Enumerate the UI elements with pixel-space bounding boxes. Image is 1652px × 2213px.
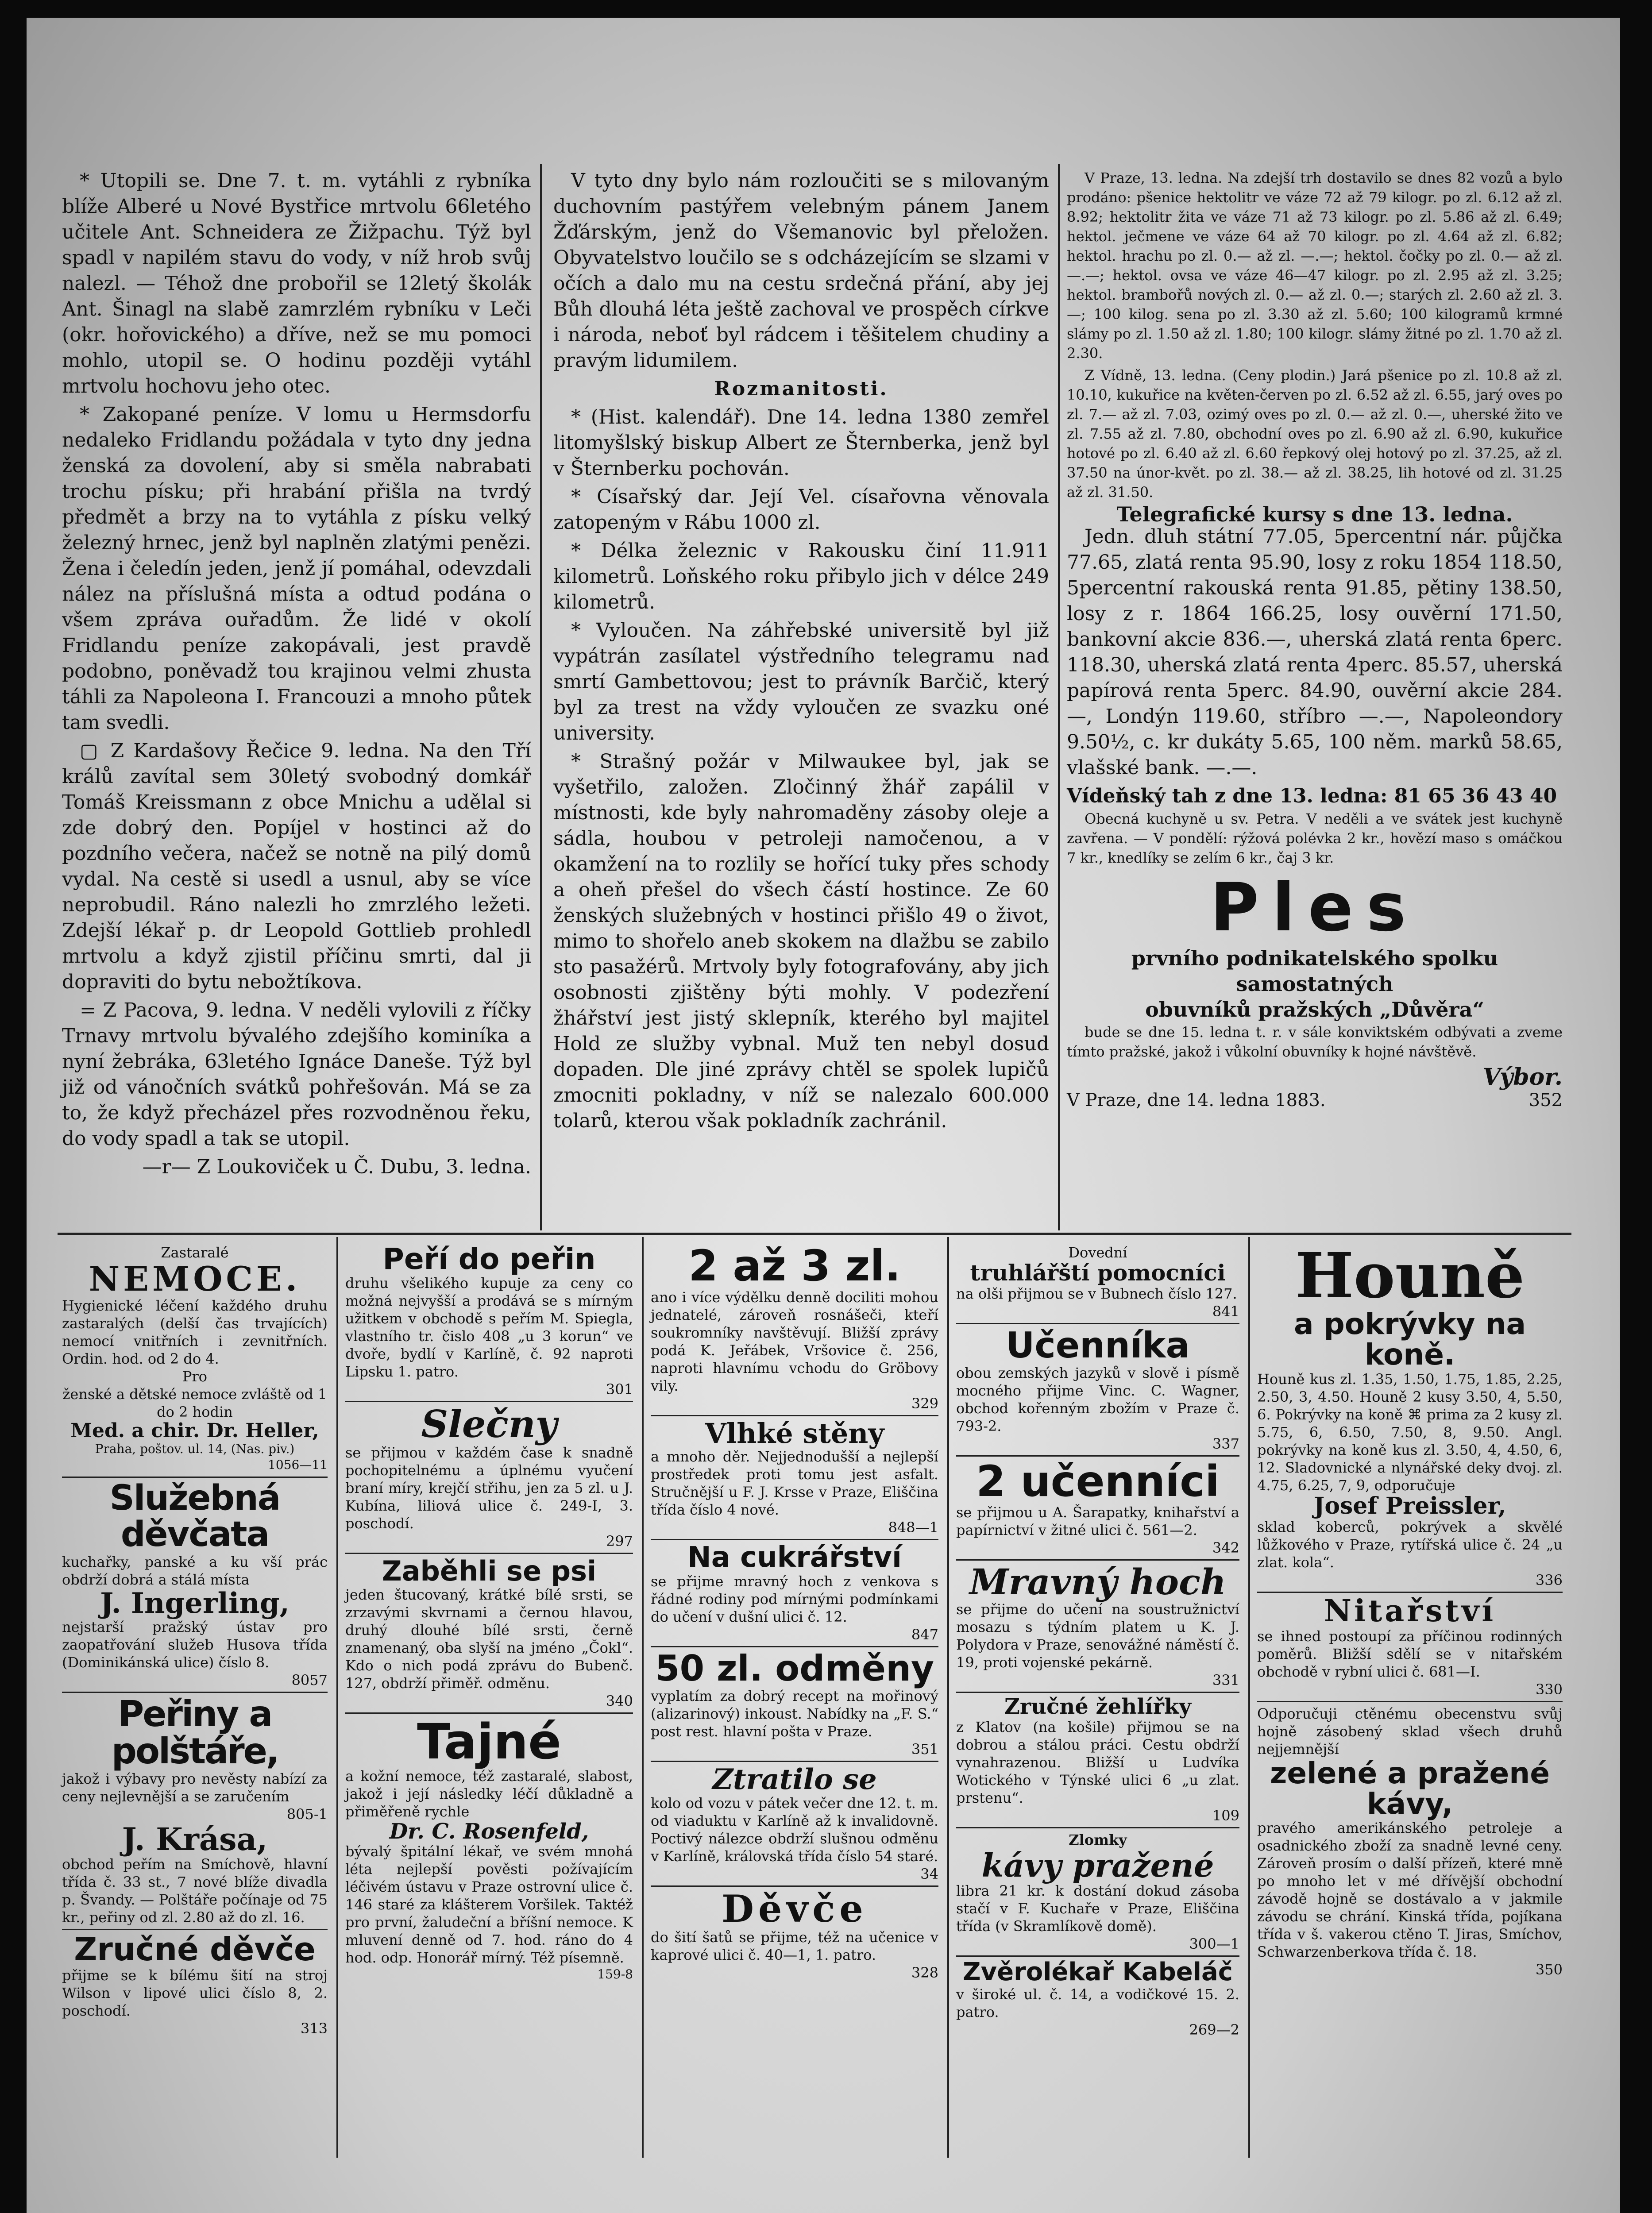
ball-subtitle-2: obuvníků pražských „Důvěra“ bbox=[1145, 998, 1484, 1022]
ball-text: bude se dne 15. ledna t. r. v sále konviktském odbývati a zveme tímto pražské, jakož i vůkolní obuvníky k hojné návštěvě. bbox=[1067, 1024, 1563, 1060]
ads-column-5 bbox=[1257, 1240, 1563, 1981]
ad-kavy-prazene: Zlomky kávy pražené libra 21 kr. k dostání dokud zásoba stačí v F. Kuchaře v Praze, Eliščina třída (v Skramlíkově domě). 300—1 bbox=[956, 1828, 1239, 1957]
article-zdarsky: V tyto dny bylo nám rozloučiti se s milovaným duchovním pastýřem velebným pánem Janem Žďárským, jenž do Všemanovic byl přeložen. Obyvatelstvo loučilo se s odcházejícím se slzami v očích a dalo mu na cestu srdečná přání, aby jej Bůh dlouhá léta ještě zachoval ve prospěch církve i národa, neboť byl rádcem i těšitelem chudiny a pravým lidumilem. bbox=[553, 170, 1049, 372]
ad-divider-3 bbox=[947, 1237, 949, 2158]
ad-nemoce: Zastaralé NEMOCE. Hygienické léčení každého druhu zastaralých (delší čas trvajících) nemocí vnitřních i zevnitřních. Ordin. hod. od 2 do 4. Pro ženské a dětské nemoce zvláště od 1 do 2 hodin Med. a chir. Dr. Heller, Praha, poštov. ul. 14, (Nas. piv.) 1056—11 bbox=[62, 1244, 328, 1478]
ad-na-cukrarstvi: Na cukrářství se přijme mravný hoch z venkova s řádné rodiny pod mírnými podmínkami do učení v dušní ulici č. 12. 847 bbox=[651, 1540, 938, 1647]
ad-zverolekar: Zvěrolékař Kabeláč v široké ul. č. 14, a vodičkové 15. 2. patro. 269—2 bbox=[956, 1958, 1239, 2039]
ad-periny: Peřiny a polštáře, jakož i výbavy pro nevěsty nabízí za ceny nejlevnější a se zaručením 805-1 J. Krása, obchod peřím na Smíchově, hlavní třída č. 33 st., 7 nové blíže divadla p. Švandy. — Polštáře počínaje od 75 kr., peřiny od zl. 2.80 až do zl. 16. bbox=[62, 1693, 328, 1931]
market-praha: V Praze, 13. ledna. Na zdejší trh dostavilo se dnes 82 vozů a bylo prodáno: pšenice hektolitr ve váze 72 až 79 kilogr. po zl. 6.12 až zl. 8.92; hektolitr žita ve váze 71 až 73 kilogr. po zl. 5.86 až zl. 6.49; hektol. ječmene ve váze 64 až 70 kilogr. po zl. 4.64 až zl. 6.82; hektol. hrachu po zl. 0.— až zl. —.—; hektol. čočky po zl. 0.— až zl. —.—; hektol. ovsa ve váze 46—47 kilogr. po zl. 2.95 až zl. 3.25; hektol. brambořů nových zl. 0.— až zl. 0.—; starých zl. 2.60 až zl. 3.—; 100 kilog. sena po zl. 3.30 až zl. 5.60; 100 kilogramů krmné slámy po zl. 1.50 až zl. 1.80; 100 kilogr. slámy žitné po zl. 1.70 až zl. 2.30. bbox=[1067, 170, 1563, 362]
article-vyloucen: * Vyloučen. Na záhřebské universitě byl již vypátrán zasílatel výstředního telegramu nad smrtí Gambettovou; jest to právník Barčič, který byl za trest na vždy vyloučen ze svazku oné university. bbox=[553, 619, 1049, 744]
lottery-draw: Vídeňský tah z dne 13. ledna: 81 65 36 43 40 bbox=[1067, 785, 1557, 807]
ball-number: 352 bbox=[1528, 1090, 1563, 1110]
column-2 bbox=[553, 168, 1049, 1137]
telegraph-rates: Jedn. dluh státní 77.05, 5percentní nár. půjčka 77.65, zlatá renta 95.90, losy z roku 1854 118.50, 5percentní rakouská renta 91.85, pětiny 138.50, losy z r. 1864 166.25, losy ouvěrní 171.50, bankovní akcie 836.—, uherská zlatá renta 6perc. 118.30, uherská zlatá renta 4perc. 85.57, uherská papírová renta 5perc. 84.90, ouvěrní akcie 284.—, Londýn 119.60, stříbro —.—, Napoleondory 9.50½, c. kr dukáty 5.65, 100 něm. marků 58.65, vlašské bank. —.—. bbox=[1067, 525, 1563, 779]
ads-column-1 bbox=[62, 1244, 328, 2040]
article-hist-kalendar: * (Hist. kalendář). Dne 14. ledna 1380 zemřel litomyšlský biskup Albert ze Šternberka, jenž byl v Šternberku pochován. bbox=[553, 406, 1049, 480]
ad-peri-do-perin: Peří do peřin druhu všelikého kupuje za ceny co možná nejvyšší a prodává se s mírným užitkem v obchodě s peřím M. Spiegla, vlastního tr. čislo 408 „u 3 korun“ ve dvoře, bydlí v Karlíně, č. 92 naproti Lipsku 1. patro. 301 bbox=[345, 1244, 633, 1402]
ad-2-az-3-zl: 2 až 3 zl. ano i více výdělku denně dociliti mohou jednatelé, zároveň rosnášeči, kteří soukromníky navštěvují. Bližší zprávy podá K. Jeřábek, Vršovice č. 256, naproti hlavnímu vchodu do Gröbovy vily. 329 bbox=[651, 1244, 938, 1416]
ads-column-4 bbox=[956, 1244, 1239, 2041]
ad-divider-2 bbox=[642, 1237, 644, 2158]
public-kitchen: Obecná kuchyně u sv. Petra. V neděli a ve svátek jest kuchyně zavřena. — V pondělí: rýžová polévka 2 kr., hovězí maso s omáčkou 7 kr., knedlíky se zelím 6 kr., čaj 3 kr. bbox=[1067, 810, 1563, 866]
ad-divider-4 bbox=[1248, 1237, 1250, 2158]
ad-truhlarsti-pomocnici: Dovední truhlářští pomocníci na olši přijmou se v Bubnech číslo 127. 841 bbox=[956, 1244, 1239, 1324]
ad-ucennika: Učenníka obou zemských jazyků v slově i písmě mocného přijme Vinc. C. Wagner, obchod kořenným zbožím v Praze č. 793-2. 337 bbox=[956, 1324, 1239, 1457]
article-utopili: * Utopili se. Dne 7. t. m. vytáhli z rybníka blíže Alberé u Nové Bystřice mrtvolu 66letého učitele Ant. Schneidera ze Žižpachu. Týž byl spadl v napilém stavu do vody, v níž hrob svůj nalezl. — Téhož dne probořil se 12letý školák Ant. Šinagl na slabě zamrzlém rybníku v Leči (okr. hořovického) a dříve, než se mu pomoci mohlo, utopil se. O hodinu později vytáhl mrtvolu hochovu jeho otec. bbox=[62, 170, 531, 397]
ad-zelene-kavy: Odporučuji ctěnému obecenstvu svůj hojně zásobený sklad všech druhů nejjemnější zelené a pražené kávy, pravého amerikánského petroleje a osadnického zboží za snadně levné ceny. Zároveň prosím o další přízeň, které mně po mnoho let v mé dřívější obchodní závodě hojně se dostávalo a v jakmile závodu se chrání. Kinská třída, pojíkana třída v š. vakerou ctěno T. Jiras, Smíchov, Schwarzenberkova třída č. 18. 350 bbox=[1257, 1705, 1563, 1978]
ad-zabehli-psi: Zaběhli se psi jeden štucovaný, krátké bílé srsti, se zrzavými skvrnami a černou hlavou, druhý dlouhé bílé srsti, černě znamenaný, oba slyší na jméno „Čokl“. Kdo o nich podá zprávu do Bubenč. 127, obdrží přiměř. odměnu. 340 bbox=[345, 1554, 633, 1713]
section-heading-rozmanitosti: Rozmanitosti. bbox=[714, 378, 888, 400]
ad-devce: Děvče do šití šatů se přijme, též na učenice v kaprové ulici č. 40—1, 1. patro. 328 bbox=[651, 1887, 938, 1982]
column-3 bbox=[1067, 168, 1563, 1110]
article-pozar-milwaukee: * Strašný požár v Milwaukee byl, jak se vyšetřilo, založen. Zločinný žhář zapálil v místnosti, kde byly nahromaděny zásoby oleje a sádla, houbou v petroleji namočenou, a v okamžení na to rozlily se hořící tuky přes schody a oheň přešel do všech částí hostince. Ze 60 ženských služebných v hostinci přišlo 49 o život, mimo to shořelo aneb skokem na dlažbu se zabilo sto pasažérů. Mrtvoly byly fotografovány, aby jich osobnosti zjištěny býti mohly. V podezření žhářství jest jistý sklepník, kterého byl majitel Hold ze služby vybnal. Muž ten nebyl dosud dopaden. Dle jiné zprávy chtěl se spolek lupičů zmocniti pokladny, v níž se nalezalo 600.000 tolarů, kterou však pokladník zachránil. bbox=[553, 750, 1049, 1132]
ad-houne: Houně a pokrývky na koně. Houně kus zl. 1.35, 1.50, 1.75, 1.85, 2.25, 2.50, 3, 4.50. Houně 2 kusy 3.50, 4, 5.50, 6. Pokrývky na koně ⌘ prima za 2 kusy zl. 5.75, 6, 6.50, 7.50, 8, 9.50. Angl. pokrývky na koně kus zl. 3.50, 4, 4.50, 6, 12. Sladovnické a nlynářské deky dvoj. zl. 4.75, 6.25, 7, 9, odporučuje Josef Preissler, sklad koberců, pokrývek a skvělé lůžkového v Praze, rytířská ulice č. 24 „u zlat. kola“. 336 bbox=[1257, 1244, 1563, 1593]
ad-zrucne-zehlirky: Zručné žehlířky z Klatov (na košile) přijmou se na dobrou a stálou práci. Cestu obdrží vynahrazenou. Bližší u Ludvíka Wotického v Týnské ulici 6 „u zlat. prstenu“. 109 bbox=[956, 1693, 1239, 1828]
ad-sluzebna-devcata: Služebná děvčata kuchařky, panské a ku vší prác obdrží dobrá a stálá místa J. Ingerling, nejstarší pražský ústav pro zaopatřování služeb Husova třída (Dominikánská ulice) číslo 8. 8057 bbox=[62, 1478, 328, 1693]
ads-separator bbox=[58, 1233, 1571, 1235]
ad-ztratilo-se: Ztratilo se kolo od vozu v pátek večer dne 12. t. m. od viaduktu v Karlíně až k invalidovně. Poctivý nálezce obdrží slušnou odměnu v Karlíně, královská třída číslo 54 staré. 34 bbox=[651, 1762, 938, 1887]
ad-tajne: Tajné a kožní nemoce, též zastaralé, slabost, jakož i její následky léčí důkladně a přiměřeně rychle Dr. C. Rosenfeld, bývalý špitální lékař, ve svém mnohá léta nejlepší pověsti požívajícím léčivém ústavu v Praze ostrovní ulice č. 146 staré za klášterem Voršilek. Taktéž pro první, žaludeční a bříšní nemoce. K mluvení denně od 7. hod. ráno do 4 hod. odp. Honorář mírný. Též písemně. 159-8 bbox=[345, 1713, 633, 1982]
telegraph-heading: Telegrafické kursy s dne 13. ledna. bbox=[1116, 502, 1513, 526]
column-divider-1 bbox=[540, 164, 542, 1230]
article-delka-zeleznic: * Délka železnic v Rakousku činí 11.911 kilometrů. Loňského roku přibylo jich v délce 249 kilometrů. bbox=[553, 540, 1049, 613]
ball-committee: Výbor. bbox=[1482, 1064, 1563, 1091]
ad-divider-1 bbox=[336, 1237, 338, 2158]
newspaper-page bbox=[27, 18, 1620, 2213]
market-viden: Z Vídně, 13. ledna. (Ceny plodin.) Jará pšenice po zl. 10.8 až zl. 10.10, kukuřice na květen-červen po zl. 6.52 až zl. 6.55, jarý oves po zl. 7.— až zl. 7.03, ozimý oves po zl. 0.— až zl. 0.—, uherské žito ve zl. 7.55 až zl. 7.80, obchodní oves po zl. 6.90 až zl. 6.90, kukuřice hotové po zl. 6.40 až zl. 6.60 řepkový olej hotový po zl. 37.25, až zl. 37.50 na únor-květ. po zl. 38.— až zl. 38.25, lih hotové od zl. 31.25 až zl. 31.50. bbox=[1067, 367, 1563, 501]
ball-title: Ples bbox=[1210, 869, 1420, 946]
ad-mravny-hoch: Mravný hoch se přijme do učení na soustružnictví mosazu s týdním platem u K. J. Polydora v Praze, senovážné náměstí č. 19, proti vojenské pekárně. 331 bbox=[956, 1561, 1239, 1693]
article-zakopane-penize: * Zakopané peníze. V lomu u Hermsdorfu nedaleko Fridlandu požádala v tyto dny jedna ženská za dovolení, aby si směla nabrabati trochu písku; při hrabání přišla na tvrdý předmět a brzy na to vytáhla z písku velký železný hrnec, jenž byl naplněn zlatými penězi. Žena i čeledín jeden, jenž jí pomáhal, odevzdali nález na příslušná místa a odtud podána o všem zpráva ouřadům. Že lidé v okolí Fridlandu peníze zakopávali, jest pravdě podobno, poněvadž tou krajinou velmi zhusta táhli za Napoleona I. Francouzi a mnoho půtek tam svedli. bbox=[62, 403, 531, 734]
ads-column-2 bbox=[345, 1244, 633, 1985]
ad-zrucne-devce: Zručné děvče přijme se k bílému šití na stroj Wilson v lipové ulici číslo 8, 2. poschodí. 313 bbox=[62, 1931, 328, 2037]
ads-column-3 bbox=[651, 1241, 938, 1984]
article-pacov: = Z Pacova, 9. ledna. V neděli vylovili z říčky Trnavy mrtvolu bývalého zdejšího kominíka a nyní žebráka, 63letého Ignáce Daneše. Týž byl již od vánočních svátků pohřešován. Má se za to, že když přecházel přes rozvodněnou řeku, do vody spadl a tak se utopil. bbox=[62, 999, 531, 1150]
ad-slecny: Slečny se přijmou v každém čase k snadně pochopitelnému a úplnému vyučení braní míry, krejčí střihu, jen za 5 zl. u J. Kubína, liliová ulice č. 249-I, 3. poschodí. 297 bbox=[345, 1402, 633, 1554]
article-kardasova-recice: ▢ Z Kardašovy Řečice 9. ledna. Na den Tří králů zavítal sem 30letý svobodný domkář Tomáš Kreissmann z obce Mnichu a udělal si zde dobrý den. Popíjel v hostinci až do pozdního večera, načež se notně na pilý domů vydal. Na cestě si usedl a usnul, aby se více neprobudil. Ráno nalezli ho zmrzlého ležeti. Zdejší lékař p. dr Leopold Gottlieb prohledl mrtvolu a když zjistil příčinu smrti, dal ji dopraviti do bytu nebožtíkova. bbox=[62, 740, 531, 993]
article-loukovicky-signature: —r— Z Loukoviček u Č. Dubu, 3. ledna. bbox=[142, 1156, 531, 1178]
ball-subtitle-1: prvního podnikatelského spolku samostatných bbox=[1131, 946, 1498, 996]
ad-2-ucennici: 2 učenníci se přijmou u A. Šarapatky, knihařství a papírnictví v žitné ulici č. 561—2. 342 bbox=[956, 1457, 1239, 1561]
ad-50-zl-odmeny: 50 zl. odměny vyplatím za dobrý recept na mořinový (alizarinový) inkoust. Nabídky na „F. S.“ post rest. hlavní pošta v Praze. 351 bbox=[651, 1647, 938, 1762]
column-1 bbox=[62, 168, 531, 1183]
ball-date: V Praze, dne 14. ledna 1883. bbox=[1067, 1090, 1326, 1110]
article-cisarsky-dar: * Císařský dar. Její Vel. císařovna věnovala zatopeným v Rábu 1000 zl. bbox=[553, 486, 1049, 534]
ad-nitarstvi: Nitařství se ihned postoupí za příčinou rodinných poměrů. Bližší sdělí se v nitařském obchodě v rybní ulici č. 681—I. 330 bbox=[1257, 1593, 1563, 1702]
ad-vlhke-steny: Vlhké stěny a mnoho děr. Nejjednodušší a nejlepší prostředek proti tomu jest asfalt. Stručnější u F. J. Krsse v Praze, Eliščina třída číslo 4 nové. 848—1 bbox=[651, 1416, 938, 1540]
column-divider-2 bbox=[1058, 164, 1060, 1230]
